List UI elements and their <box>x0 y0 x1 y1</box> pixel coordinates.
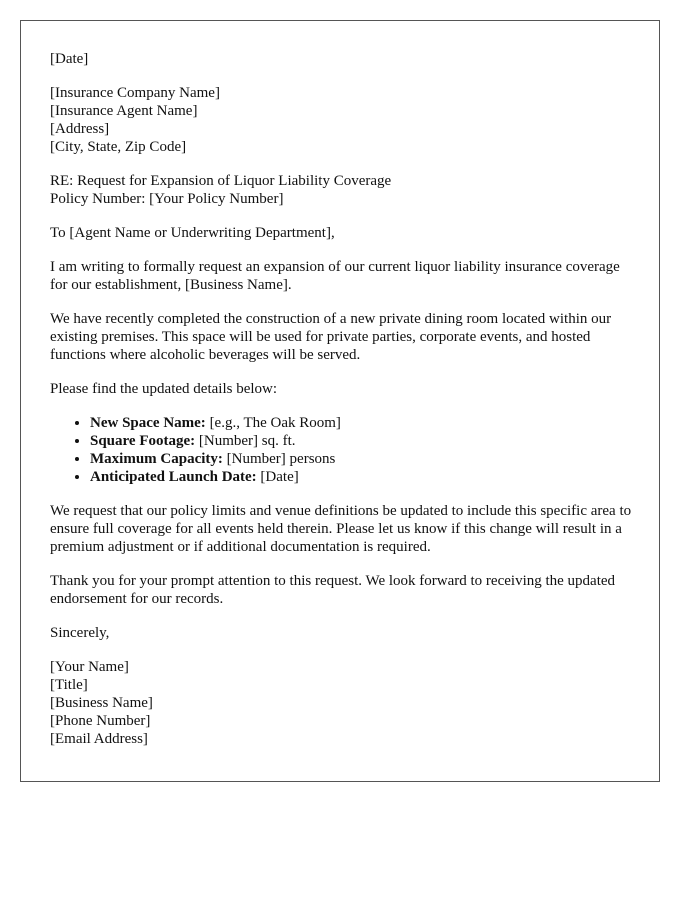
subject-line: RE: Request for Expansion of Liquor Liability Coverage <box>50 173 392 189</box>
body-paragraph-request: We request that our policy limits and venue definitions be updated to include this specific area to ensure full coverage for all events held therein. Please let us know if this change will result in a premium adjustment or if additional documentation is required. <box>50 503 632 555</box>
details-value: [Date] <box>256 469 299 485</box>
body-paragraph-thanks: Thank you for your prompt attention to this request. We look forward to receiving the updated endorsement for our records. <box>50 573 616 607</box>
letter-date: [Date] <box>50 51 89 67</box>
letter-content <box>50 50 640 764</box>
details-list <box>50 414 640 486</box>
details-label: Maximum Capacity: <box>90 451 223 467</box>
recipient-city-state-zip: [City, State, Zip Code] <box>50 139 187 155</box>
recipient-agent: [Insurance Agent Name] <box>50 103 198 119</box>
details-label: Anticipated Launch Date: <box>90 469 257 485</box>
details-item-space-name <box>90 414 640 432</box>
details-label: Square Footage: <box>90 433 196 449</box>
recipient-company: [Insurance Company Name] <box>50 85 220 101</box>
signature-title: [Title] <box>50 677 88 693</box>
body-paragraph-intro: I am writing to formally request an expansion of our current liquor liability insurance coverage for our establishment, [Business Name]. <box>50 259 620 293</box>
closing: Sincerely, <box>50 625 110 641</box>
details-value: [Number] persons <box>222 451 336 467</box>
signature-name: [Your Name] <box>50 659 129 675</box>
details-label: New Space Name: <box>90 415 206 431</box>
salutation: To [Agent Name or Underwriting Department], <box>50 225 335 241</box>
date-block <box>50 50 640 68</box>
details-value: [e.g., The Oak Room] <box>205 415 341 431</box>
details-item-square-footage <box>90 432 640 450</box>
signature-block <box>50 658 640 748</box>
letter-frame <box>20 20 660 782</box>
signature-phone: [Phone Number] <box>50 713 151 729</box>
details-value: [Number] sq. ft. <box>195 433 296 449</box>
recipient-address: [Address] <box>50 121 110 137</box>
policy-number: Policy Number: [Your Policy Number] <box>50 191 284 207</box>
details-item-launch-date <box>90 468 640 486</box>
body-paragraph-details-intro: Please find the updated details below: <box>50 381 278 397</box>
recipient-address-block <box>50 84 640 156</box>
body-paragraph-construction: We have recently completed the construction of a new private dining room located within our existing premises. This space will be used for private parties, corporate events, and hosted functions where alcoholic beverages will be served. <box>50 311 612 363</box>
subject-block <box>50 172 640 208</box>
signature-email: [Email Address] <box>50 731 148 747</box>
details-item-maximum-capacity <box>90 450 640 468</box>
signature-business: [Business Name] <box>50 695 153 711</box>
